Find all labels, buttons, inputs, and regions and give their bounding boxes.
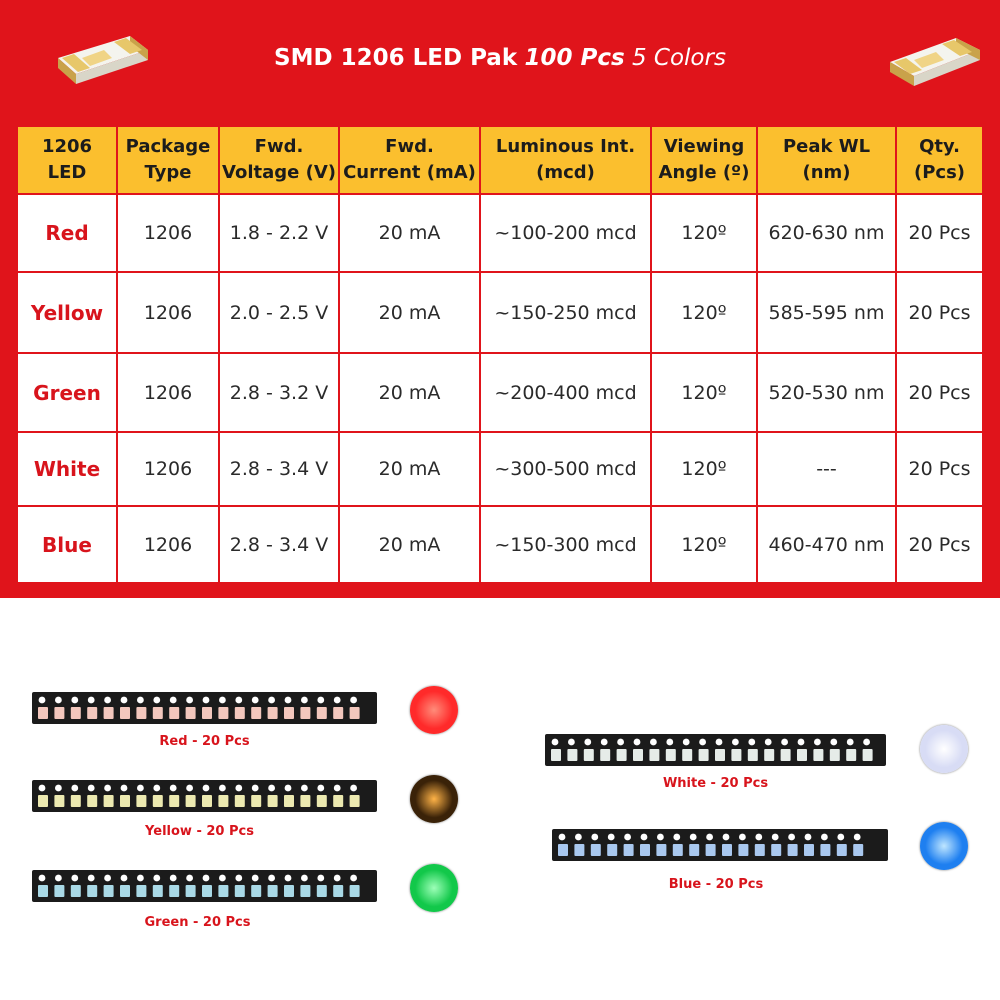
strip-label-yellow: Yellow - 20 Pcs <box>145 824 254 839</box>
strip-label-green: Green - 20 Pcs <box>144 915 251 930</box>
led-bulb-green-icon <box>410 864 458 912</box>
header-qty: Qty. (Pcs) <box>896 126 983 194</box>
table-row <box>17 194 983 272</box>
cell-qty: 20 Pcs <box>896 272 983 353</box>
cell-qty: 20 Pcs <box>896 353 983 432</box>
led-tape-strip-red <box>32 692 377 724</box>
table-row <box>17 506 983 583</box>
cell-led-name: White <box>17 432 117 506</box>
cell-luminous: ~150-300 mcd <box>480 506 651 583</box>
cell-package: 1206 <box>117 432 219 506</box>
header-package-type: Package Type <box>117 126 219 194</box>
cell-angle: 120º <box>651 194 757 272</box>
cell-luminous: ~200-400 mcd <box>480 353 651 432</box>
cell-voltage: 1.8 - 2.2 V <box>219 194 339 272</box>
cell-qty: 20 Pcs <box>896 194 983 272</box>
cell-peak-wl: --- <box>757 432 896 506</box>
led-bulb-red-icon <box>410 686 458 734</box>
led-bulb-white-icon <box>920 725 968 773</box>
cell-angle: 120º <box>651 432 757 506</box>
strip-label-white: White - 20 Pcs <box>662 776 769 791</box>
cell-package: 1206 <box>117 506 219 583</box>
header-luminous-intensity: Luminous Int. (mcd) <box>480 126 651 194</box>
table-row <box>17 272 983 353</box>
led-tape-strip-white <box>545 734 886 766</box>
cell-package: 1206 <box>117 272 219 353</box>
cell-led-name: Red <box>17 194 117 272</box>
cell-package: 1206 <box>117 353 219 432</box>
spec-table <box>16 125 984 584</box>
cell-peak-wl: 585-595 nm <box>757 272 896 353</box>
cell-voltage: 2.8 - 3.2 V <box>219 353 339 432</box>
title-count: 100 Pcs <box>524 45 625 71</box>
led-tape-strip-yellow <box>32 780 377 812</box>
cell-qty: 20 Pcs <box>896 432 983 506</box>
cell-voltage: 2.8 - 3.4 V <box>219 506 339 583</box>
header-fwd-current: Fwd. Current (mA) <box>339 126 480 194</box>
title-main: SMD 1206 LED Pak <box>274 45 518 71</box>
cell-luminous: ~100-200 mcd <box>480 194 651 272</box>
cell-led-name: Yellow <box>17 272 117 353</box>
smd-chip-icon <box>886 28 986 90</box>
header-fwd-voltage: Fwd. Voltage (V) <box>219 126 339 194</box>
cell-angle: 120º <box>651 506 757 583</box>
cell-luminous: ~150-250 mcd <box>480 272 651 353</box>
cell-qty: 20 Pcs <box>896 506 983 583</box>
cell-current: 20 mA <box>339 272 480 353</box>
cell-voltage: 2.8 - 3.4 V <box>219 432 339 506</box>
cell-current: 20 mA <box>339 432 480 506</box>
led-bulb-yellow-icon <box>410 775 458 823</box>
cell-led-name: Blue <box>17 506 117 583</box>
table-row <box>17 353 983 432</box>
cell-current: 20 mA <box>339 506 480 583</box>
led-tape-strip-green <box>32 870 377 902</box>
cell-package: 1206 <box>117 194 219 272</box>
cell-peak-wl: 620-630 nm <box>757 194 896 272</box>
cell-voltage: 2.0 - 2.5 V <box>219 272 339 353</box>
header-peak-wl: Peak WL (nm) <box>757 126 896 194</box>
led-bulb-blue-icon <box>920 822 968 870</box>
strip-label-red: Red - 20 Pcs <box>159 734 250 749</box>
header-led: 1206 LED <box>17 126 117 194</box>
led-tape-strip-blue <box>552 829 888 861</box>
cell-peak-wl: 520-530 nm <box>757 353 896 432</box>
title-colors: 5 Colors <box>631 45 726 71</box>
table-header-row <box>17 126 983 194</box>
cell-peak-wl: 460-470 nm <box>757 506 896 583</box>
header-viewing-angle: Viewing Angle (º) <box>651 126 757 194</box>
strip-label-blue: Blue - 20 Pcs <box>668 877 764 892</box>
cell-luminous: ~300-500 mcd <box>480 432 651 506</box>
cell-angle: 120º <box>651 353 757 432</box>
cell-angle: 120º <box>651 272 757 353</box>
cell-led-name: Green <box>17 353 117 432</box>
cell-current: 20 mA <box>339 194 480 272</box>
table-row <box>17 432 983 506</box>
cell-current: 20 mA <box>339 353 480 432</box>
page-title <box>0 40 1000 76</box>
